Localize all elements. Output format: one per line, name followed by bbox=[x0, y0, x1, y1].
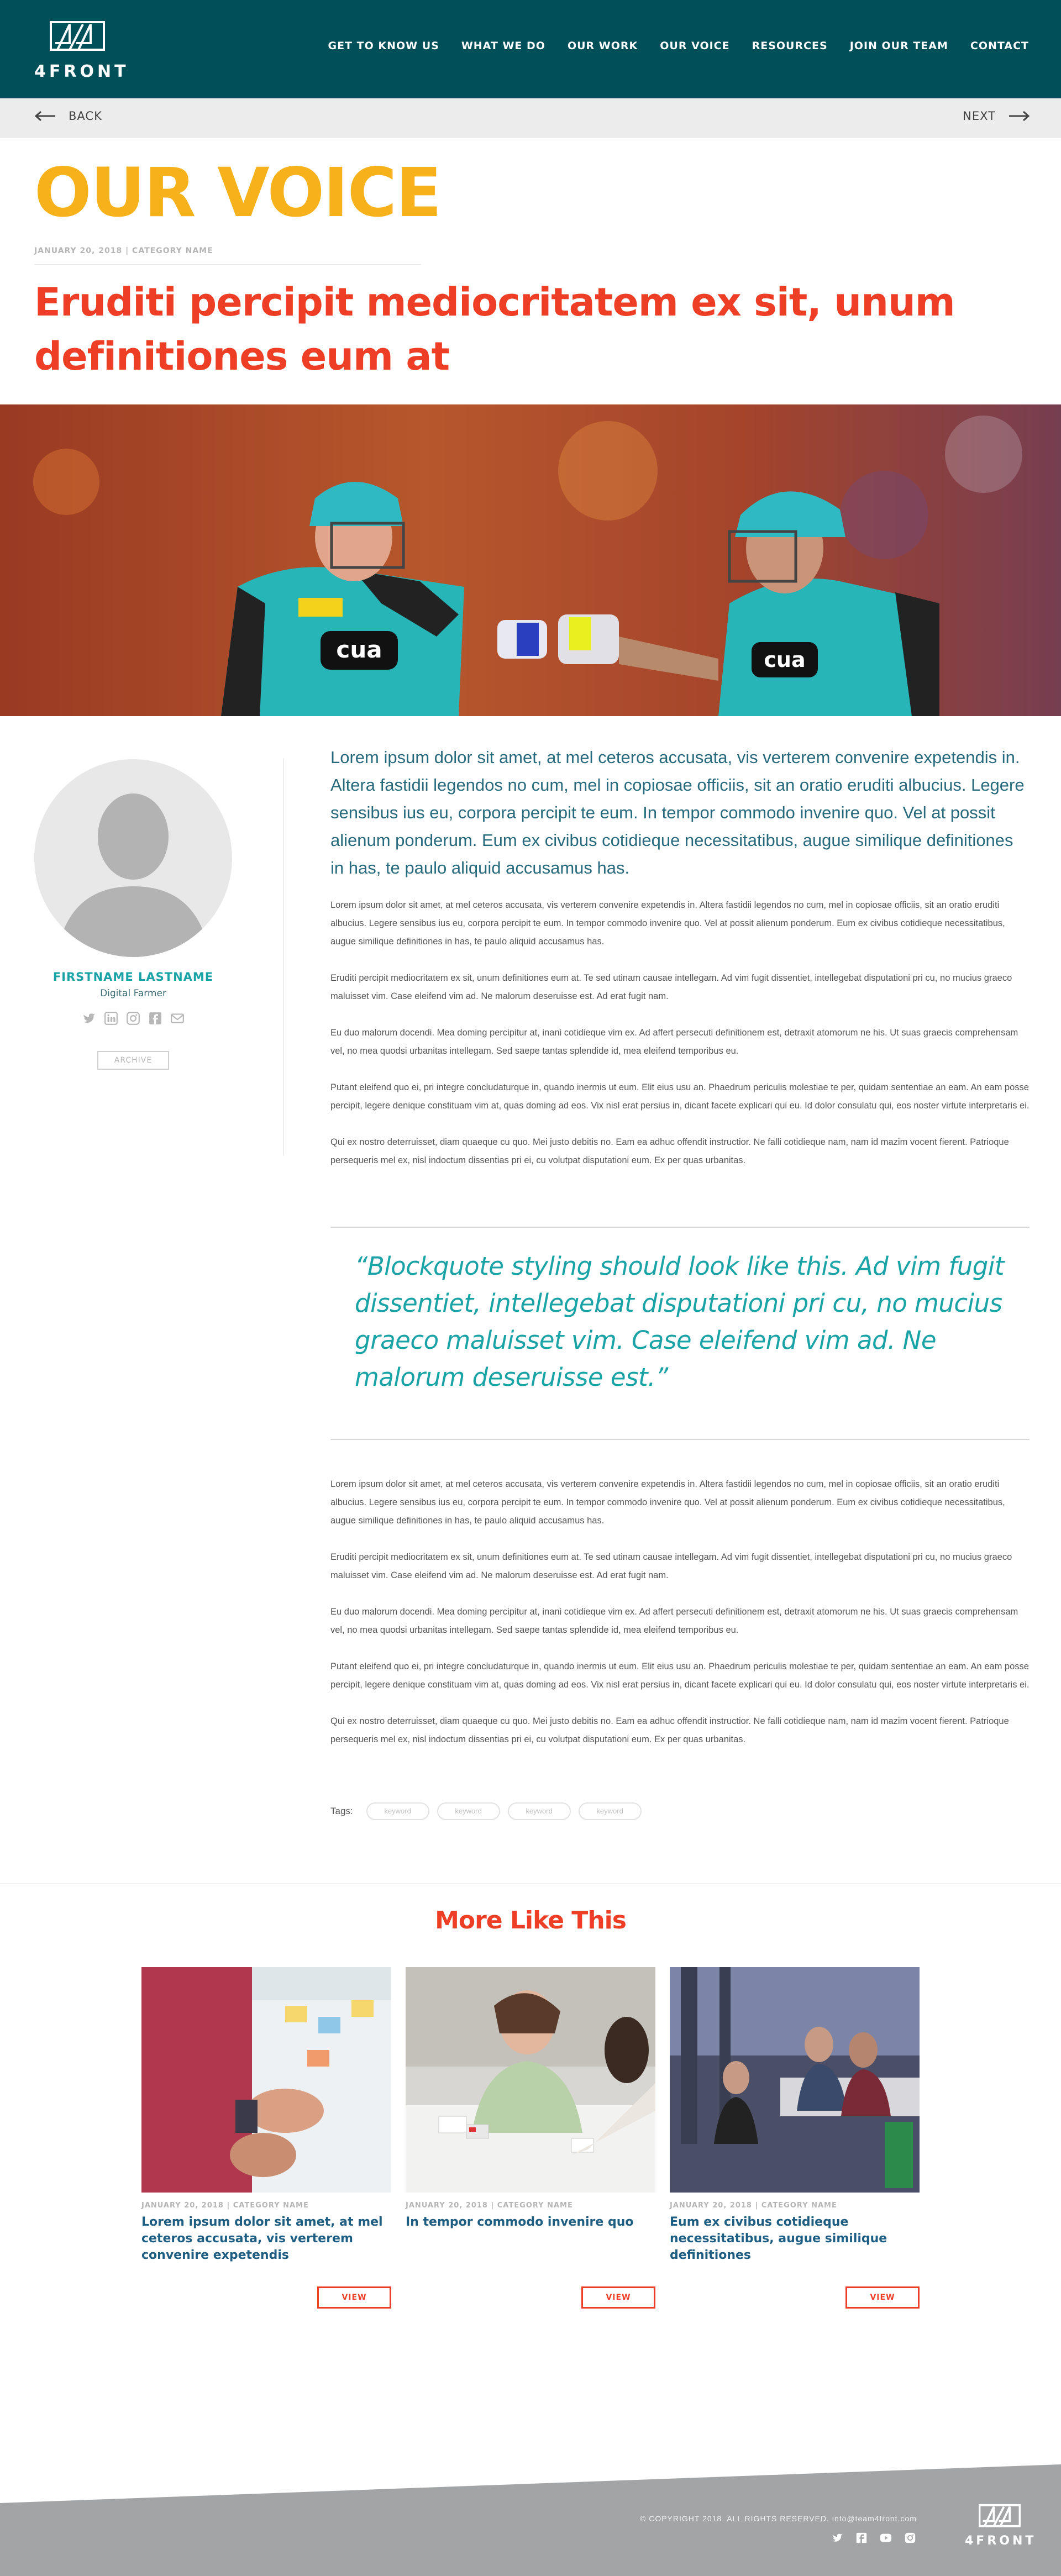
body-paragraph: Qui ex nostro deterruisset, diam quaeque cu quo. Mei justo debitis no. Eam ea adhuc offendit instructior. Ne falli cotidieque nam, nam id mazim vocent fierent. Patrioque persequeris mel ex, nisl indoctum dissentias pri ei, cu volutpat disputationi eum. Ex per quas urbanitas. bbox=[330, 1716, 1009, 1744]
body-paragraph: Lorem ipsum dolor sit amet, at mel ceteros accusata, vis verterem convenire expetendis in. Altera fastidii legendos no cum, mel in copiosae officiis, sit an oratio eruditi albucius. Legere sensibus ius eu, corpora percipit te eum. In tempor commodo invenire quo. Vel at possit alienum ponderum. Eum ex civibus cotidieque necessitatibus, augue similique definitiones in has, te paulo aliquid accusamus has. bbox=[330, 1479, 1005, 1526]
linkedin-icon[interactable] bbox=[104, 1011, 118, 1026]
nav-join-our-team[interactable]: JOIN OUR TEAM bbox=[849, 40, 948, 52]
footer-social-links bbox=[831, 2532, 916, 2544]
body-paragraph: Eu duo malorum docendi. Mea doming percipitur at, inani cotidieque vim ex. Ad affert persecuti definitionem est, detraxit atomorum ne his. Ut suas graecis comprehensam vel, no mea quodsi urbanitas intellegam. Sed saepe tantas splendide id, mea eleifend temporibus eu. bbox=[330, 1607, 1018, 1635]
more-like-this-title: More Like This bbox=[435, 1906, 626, 1934]
facebook-icon[interactable] bbox=[855, 2532, 868, 2544]
nav-our-work[interactable]: OUR WORK bbox=[567, 40, 638, 52]
tag-pill[interactable]: keyword bbox=[508, 1802, 571, 1820]
hero-illustration bbox=[0, 404, 1061, 716]
card-photo-hands bbox=[141, 1967, 391, 2193]
svg-text:cua: cua bbox=[336, 636, 382, 663]
tag-pill[interactable]: keyword bbox=[366, 1802, 429, 1820]
body-paragraph: Eruditi percipit mediocritatem ex sit, unum definitiones eum at. Te sed utinam causae intellegam. Ad vim fugit dissentiet, intellegebat disputationi pri cu, no mucius graeco maluisset vim. Case eleifend vim ad. Ne malorum deseruisse est. Ad erat fugit nam. bbox=[330, 973, 1012, 1001]
logo-mark-icon bbox=[50, 19, 105, 52]
meta-divider bbox=[34, 264, 421, 265]
svg-text:cua: cua bbox=[764, 648, 806, 672]
logo-mark-icon bbox=[979, 2502, 1021, 2528]
body-paragraph: Qui ex nostro deterruisset, diam quaeque cu quo. Mei justo debitis no. Eam ea adhuc offendit instructior. Ne falli cotidieque nam, nam id mazim vocent fierent. Patrioque persequeris mel ex, nisl indoctum dissentias pri ei, cu volutpat disputationi eum. Ex per quas urbanitas. bbox=[330, 1137, 1009, 1165]
author-name: FIRSTNAME LASTNAME bbox=[52, 970, 214, 984]
copyright-text: © COPYRIGHT 2018. ALL RIGHTS RESERVED. info@team4front.com bbox=[640, 2514, 917, 2523]
main-nav bbox=[306, 40, 1029, 52]
card-title[interactable]: In tempor commodo invenire quo bbox=[406, 2215, 634, 2229]
logo-text: 4FRONT bbox=[34, 62, 129, 81]
instagram-icon[interactable] bbox=[126, 1011, 140, 1026]
twitter-icon[interactable] bbox=[831, 2532, 843, 2544]
card-meta: JANUARY 20, 2018 | CATEGORY NAME bbox=[670, 2201, 837, 2210]
related-card bbox=[141, 1967, 391, 2302]
nav-our-voice[interactable]: OUR VOICE bbox=[660, 40, 730, 52]
avatar-placeholder-icon bbox=[34, 759, 232, 957]
hero-image bbox=[0, 404, 1061, 716]
author-role: Digital Farmer bbox=[100, 988, 166, 999]
article-body-a bbox=[330, 896, 1030, 1188]
section-divider bbox=[0, 1883, 1061, 1884]
article-lead: Lorem ipsum dolor sit amet, at mel ceteros accusata, vis verterem convenire expetendis in. Altera fastidii legendos no cum, mel in copiosae officiis, sit an oratio eruditi albucius. Legere sensibus ius eu, corpora percipit te eum. In tempor commodo invenire quo. Vel at possit alienum ponderum. Eum ex civibus cotidieque necessitatibus, augue similique definitiones in has, te paulo aliquid accusamus has. bbox=[330, 748, 1025, 877]
archive-button[interactable]: ARCHIVE bbox=[97, 1051, 169, 1070]
tag-list bbox=[330, 1802, 649, 1820]
card-meta: JANUARY 20, 2018 | CATEGORY NAME bbox=[406, 2201, 573, 2210]
nav-what-we-do[interactable]: WHAT WE DO bbox=[461, 40, 545, 52]
arrow-right-icon bbox=[1008, 111, 1030, 122]
tag-pill[interactable]: keyword bbox=[579, 1802, 642, 1820]
card-image[interactable] bbox=[141, 1967, 391, 2193]
body-paragraph: Eruditi percipit mediocritatem ex sit, unum definitiones eum at. Te sed utinam causae intellegam. Ad vim fugit dissentiet, intellegebat disputationi pri cu, no mucius graeco maluisset vim. Case eleifend vim ad. Ne malorum deseruisse est. Ad erat fugit nam. bbox=[330, 1552, 1012, 1580]
body-paragraph: Putant eleifend quo ei, pri integre concludaturque in, quando inermis ut eum. Elit eius usu an. Phaedrum periculis molestiae te per, quidam sententiae an eam. An eam posse percipit, legere denique constituam vim at, quas doming ad eos. Vix nisl erat persius in, dicant facete explicari qui eu. Id dolor consulatu qui, eos noster virtute interpretaris ei. bbox=[330, 1082, 1030, 1111]
nav-contact[interactable]: CONTACT bbox=[970, 40, 1029, 52]
footer-logo[interactable] bbox=[965, 2500, 1037, 2553]
card-image[interactable] bbox=[670, 1967, 920, 2193]
card-photo-woman-laughing bbox=[406, 1967, 655, 2193]
card-view-button[interactable]: VIEW bbox=[317, 2286, 391, 2309]
next-link[interactable] bbox=[963, 109, 1030, 123]
tags-label: Tags: bbox=[330, 1806, 353, 1816]
author-avatar bbox=[34, 759, 232, 957]
article-body-b bbox=[330, 1475, 1030, 1767]
card-photo-office-meeting bbox=[670, 1967, 920, 2193]
card-meta: JANUARY 20, 2018 | CATEGORY NAME bbox=[141, 2201, 309, 2210]
card-view-button[interactable]: VIEW bbox=[581, 2286, 655, 2309]
nav-resources[interactable]: RESOURCES bbox=[752, 40, 828, 52]
twitter-icon[interactable] bbox=[82, 1011, 96, 1026]
back-label: BACK bbox=[69, 109, 102, 123]
brand-logo[interactable] bbox=[34, 19, 129, 81]
blockquote: “Blockquote styling should look like this. Ad vim fugit dissentiet, intellegebat disputationi pri cu, no mucius graeco maluisset vim. Case eleifend vim ad. Ne malorum deseruisse est.” bbox=[355, 1252, 1004, 1392]
sidebar-divider bbox=[283, 758, 284, 1156]
card-image[interactable] bbox=[406, 1967, 655, 2193]
body-paragraph: Putant eleifend quo ei, pri integre concludaturque in, quando inermis ut eum. Elit eius usu an. Phaedrum periculis molestiae te per, quidam sententiae an eam. An eam posse percipit, legere denique constituam vim at, quas doming ad eos. Vix nisl erat persius in, dicant facete explicari qui eu. Id dolor consulatu qui, eos noster virtute interpretaris ei. bbox=[330, 1662, 1030, 1690]
email-icon[interactable] bbox=[170, 1011, 185, 1026]
facebook-icon[interactable] bbox=[148, 1011, 162, 1026]
section-title: OUR VOICE bbox=[34, 154, 441, 232]
article-meta: JANUARY 20, 2018 | CATEGORY NAME bbox=[34, 246, 213, 255]
card-view-button[interactable]: VIEW bbox=[845, 2286, 920, 2309]
footer-logo-text: 4FRONT bbox=[965, 2534, 1037, 2548]
blockquote-bottom-rule bbox=[330, 1439, 1030, 1440]
nav-get-to-know-us[interactable]: GET TO KNOW US bbox=[328, 40, 439, 52]
body-paragraph: Lorem ipsum dolor sit amet, at mel ceteros accusata, vis verterem convenire expetendis in. Altera fastidii legendos no cum, mel in copiosae officiis, sit an oratio eruditi albucius. Legere sensibus ius eu, corpora percipit te eum. In tempor commodo invenire quo. Vel at possit alienum ponderum. Eum ex civibus cotidieque necessitatibus, augue similique definitiones in has, te paulo aliquid accusamus has. bbox=[330, 900, 1005, 947]
instagram-icon[interactable] bbox=[904, 2532, 916, 2544]
card-title[interactable]: Lorem ipsum dolor sit amet, at mel ceteros accusata, vis verterem convenire expetendis bbox=[141, 2215, 383, 2262]
related-card bbox=[670, 1967, 920, 2302]
site-header bbox=[0, 0, 1061, 98]
tag-pill[interactable]: keyword bbox=[437, 1802, 500, 1820]
pager-bar bbox=[0, 98, 1061, 138]
card-title[interactable]: Eum ex civibus cotidieque necessitatibus, augue similique definitiones bbox=[670, 2215, 887, 2262]
author-social-links bbox=[34, 1011, 232, 1026]
arrow-left-icon bbox=[34, 111, 56, 122]
related-card bbox=[406, 1967, 655, 2302]
blockquote-top-rule bbox=[330, 1227, 1030, 1228]
article-title: Eruditi percipit mediocritatem ex sit, unum definitiones eum at bbox=[34, 280, 955, 379]
youtube-icon[interactable] bbox=[880, 2532, 892, 2544]
body-paragraph: Eu duo malorum docendi. Mea doming percipitur at, inani cotidieque vim ex. Ad affert persecuti definitionem est, detraxit atomorum ne his. Ut suas graecis comprehensam vel, no mea quodsi urbanitas intellegam. Sed saepe tantas splendide id, mea eleifend temporibus eu. bbox=[330, 1028, 1018, 1056]
back-link[interactable] bbox=[34, 109, 102, 123]
next-label: NEXT bbox=[963, 109, 996, 123]
